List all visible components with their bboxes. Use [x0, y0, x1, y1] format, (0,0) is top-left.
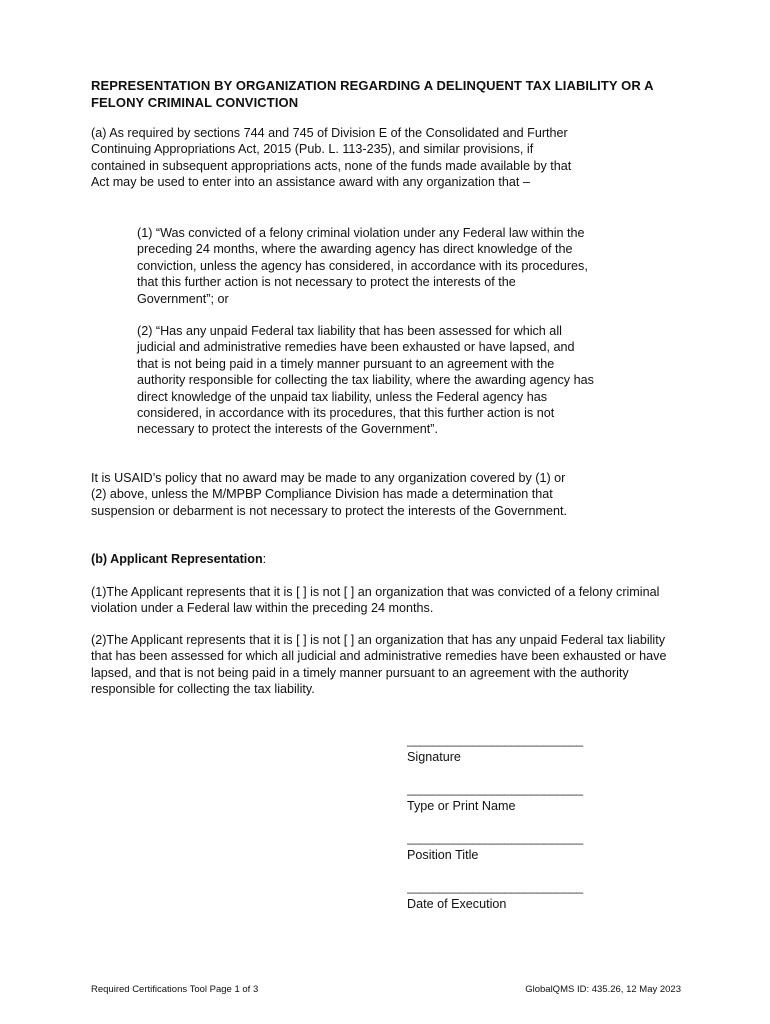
date-of-execution-line[interactable]: ___________________________ — [407, 880, 583, 894]
document-title: REPRESENTATION BY ORGANIZATION REGARDING A DELINQUENT TAX LIABILITY OR A FELONY CRIMINAL CONVICTION — [91, 78, 654, 110]
date-of-execution-field[interactable] — [407, 880, 607, 912]
position-title-line[interactable]: ___________________________ — [407, 831, 583, 845]
applicant-representation-heading-text: (b) Applicant Representation — [91, 552, 263, 566]
position-title-label: Position Title — [407, 848, 479, 862]
signature-label: Signature — [407, 750, 461, 764]
signature-line[interactable]: ___________________________ — [407, 733, 583, 747]
print-name-line[interactable]: ___________________________ — [407, 782, 583, 796]
signature-field[interactable] — [407, 733, 607, 765]
representation-1: (1)The Applicant represents that it is [ ] is not [ ] an organization that was convicted of a felony criminal violation under a Federal law within the preceding 24 months. — [91, 585, 660, 616]
policy-paragraph: It is USAID’s policy that no award may be made to any organization covered by (1) or (2) above, unless the M/MPBP Compliance Division has made a determination that suspension or debarment is not necessary to protect the interests of the Government. — [91, 471, 568, 518]
print-name-label: Type or Print Name — [407, 799, 516, 813]
applicant-representation-heading — [91, 551, 491, 567]
condition-item-2: (2) “Has any unpaid Federal tax liability that has been assessed for which all judicial and administrative remedies have been exhausted or have lapsed, and that is not being paid in a timely manner pursuant to an agreement with the authority responsible for collecting the tax liability, where the awarding agency has direct knowledge of the unpaid tax liability, unless the Federal agency has considered, in accordance with its procedures, that this further action is not necessary to protect the interests of the Government”. — [137, 324, 594, 437]
representation-2: (2)The Applicant represents that it is [ ] is not [ ] an organization that has any unpaid Federal tax liability that has been assessed for which all judicial and administrative remedies have been exhausted or have lapsed, and that is not being paid in a timely manner pursuant to an agreement with the authority responsible for collecting the tax liability. — [91, 633, 667, 697]
print-name-field[interactable] — [407, 782, 607, 814]
intro-paragraph: (a) As required by sections 744 and 745 of Division E of the Consolidated and Further Continuing Appropriations Act, 2015 (Pub. L. 113-235), and similar provisions, if contained in subsequent appropriations acts, none of the funds made available by that Act may be used to enter into an assistance award with any organization that – — [91, 126, 572, 190]
footer-page-info: Required Certifications Tool Page 1 of 3 — [91, 984, 259, 995]
date-of-execution-label: Date of Execution — [407, 897, 507, 911]
position-title-field[interactable] — [407, 831, 607, 863]
footer-document-id: GlobalQMS ID: 435.26, 12 May 2023 — [525, 984, 681, 995]
condition-item-1: (1) “Was convicted of a felony criminal violation under any Federal law within the preceding 24 months, where the awarding agency has direct knowledge of the conviction, unless the agency has considered, in accordance with its procedures, that this further action is not necessary to protect the interests of the Government”; or — [137, 226, 588, 306]
heading-colon: : — [262, 552, 267, 566]
